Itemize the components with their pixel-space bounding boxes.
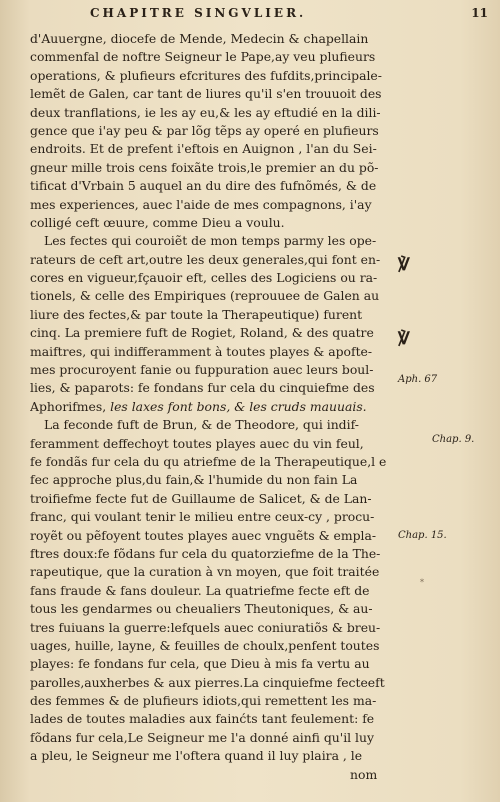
text-line: cinq. La premiere fuft de Rogiet, Roland, & des quatre [30, 325, 374, 341]
body-text [30, 30, 402, 784]
text-line: tres fuiuans la guerre:lefquels auec coniuratiõs & breu- [30, 619, 381, 635]
text-line: tificat d'Vrbain 5 auquel an du dire des fufnõmés, & de [30, 178, 377, 194]
text-line: lies, & paparots: fe fondans fur cela du cinquiefme des [30, 380, 375, 396]
text-line: parolles,auxherbes & aux pierres.La cinquiefme fecteeft [30, 674, 385, 690]
text-line: fe fondãs fur cela du qu atriefme de la Therapeutique,l e [30, 453, 387, 469]
text-line: liure des fectes,& par toute la Therapeutique) furent [30, 306, 363, 322]
text-line: ftres doux:fe fõdans fur cela du quatorziefme de la The- [30, 545, 381, 561]
text-line: commenfal de noftre Seigneur le Pape,ay veu plufieurs [30, 49, 376, 65]
text-line: tous les gendarmes ou cheualiers Theutoniques, & au- [30, 601, 373, 617]
text-line: gence que i'ay peu & par lõg tẽps ay operé en plufieurs [30, 122, 379, 138]
margin-mark: ℣ [398, 255, 410, 275]
text-line: lemẽt de Galen, car tant de liures qu'il s'en trouuoit des [30, 86, 382, 102]
text-line: des femmes & de plufieurs idiots,qui remettent les ma- [30, 693, 377, 709]
text-line: Les fectes qui couroiẽt de mon temps parmy les ope- [44, 233, 377, 249]
text-line: fõdans fur cela,Le Seigneur me l'a donné ainfi qu'il luy [30, 729, 374, 745]
margin-note-chapter: Chap. 15. [398, 530, 447, 541]
text-line: a pleu, le Seigneur me l'oftera quand il luy plaira , le [30, 748, 363, 764]
margin-note-aphorism: Aph. 67 [398, 374, 438, 385]
text-line: lades de toutes maladies aux fainćts tant feulement: fe [30, 711, 375, 727]
aphorism-ref: Aphorifmes, [30, 398, 107, 414]
text-line: cores en vigueur,fçauoir eft, celles des Logiciens ou ra- [30, 270, 378, 286]
text-line: uages, huille, layne, & feuilles de choulx,penfent toutes [30, 637, 380, 653]
text-line: fans fraude & fans douleur. La quatriefme fecte eft de [30, 582, 370, 598]
text-line: rapeutique, que la curation à vn moyen, que foit traitée [30, 564, 380, 580]
text-line: endroits. Et de prefent i'eftois en Auignon , l'an du Sei- [30, 141, 377, 157]
catchword: nom [350, 766, 378, 782]
text-line: feramment deffechoyt toutes playes auec du vin feul, [30, 435, 364, 451]
text-line: playes: fe fondans fur cela, que Dieu à mis fa vertu au [30, 656, 370, 672]
text-line: gneur mille trois cens foixãte trois,le premier an du põ- [30, 159, 379, 175]
page-number: 11 [471, 6, 488, 20]
text-line: La feconde fuft de Brun, & de Theodore, qui indif- [44, 417, 359, 433]
text-line: franc, qui voulant tenir le milieu entre ceux-cy , procu- [30, 509, 375, 525]
text-line: royẽt ou pẽfoyent toutes playes auec vnguẽts & empla- [30, 527, 377, 543]
text-line: d'Auuergne, diocefe de Mende, Medecin & chapellain [30, 31, 369, 46]
margin-mark: ℣ [398, 329, 410, 349]
text-line [30, 398, 402, 416]
text-line: tionels, & celle des Empiriques (reprouuee de Galen au [30, 288, 380, 304]
text-line: fec approche plus,du fain,& l'humide du non fain La [30, 472, 358, 488]
margin-note-chapter: Chap. 9. [432, 434, 475, 445]
running-header [0, 4, 500, 26]
text-line: mes experiences, auec l'aide de mes compagnons, i'ay [30, 196, 372, 212]
text-line: operations, & plufieurs efcritures des fufdits,principale- [30, 67, 382, 83]
text-line: troifiefme fecte fut de Guillaume de Salicet, & de Lan- [30, 490, 372, 506]
margin-star: * [420, 578, 424, 587]
text-line: deux tranflations, ie les ay eu,& les ay eftudié en la dili- [30, 104, 381, 120]
text-line: maiftres, qui indifferamment à toutes playes & apofte- [30, 343, 373, 359]
chapter-title: CHAPITRE SINGVLIER. [90, 6, 307, 20]
text-line: colligé ceft œuure, comme Dieu a voulu. [30, 214, 285, 230]
aphorism-quote: les laxes font bons, & les cruds mauuais. [110, 398, 367, 414]
text-line: mes procuroyent fanie ou fuppuration auec leurs boul- [30, 362, 374, 378]
text-line: rateurs de ceft art,outre les deux generales,qui font en- [30, 251, 381, 267]
